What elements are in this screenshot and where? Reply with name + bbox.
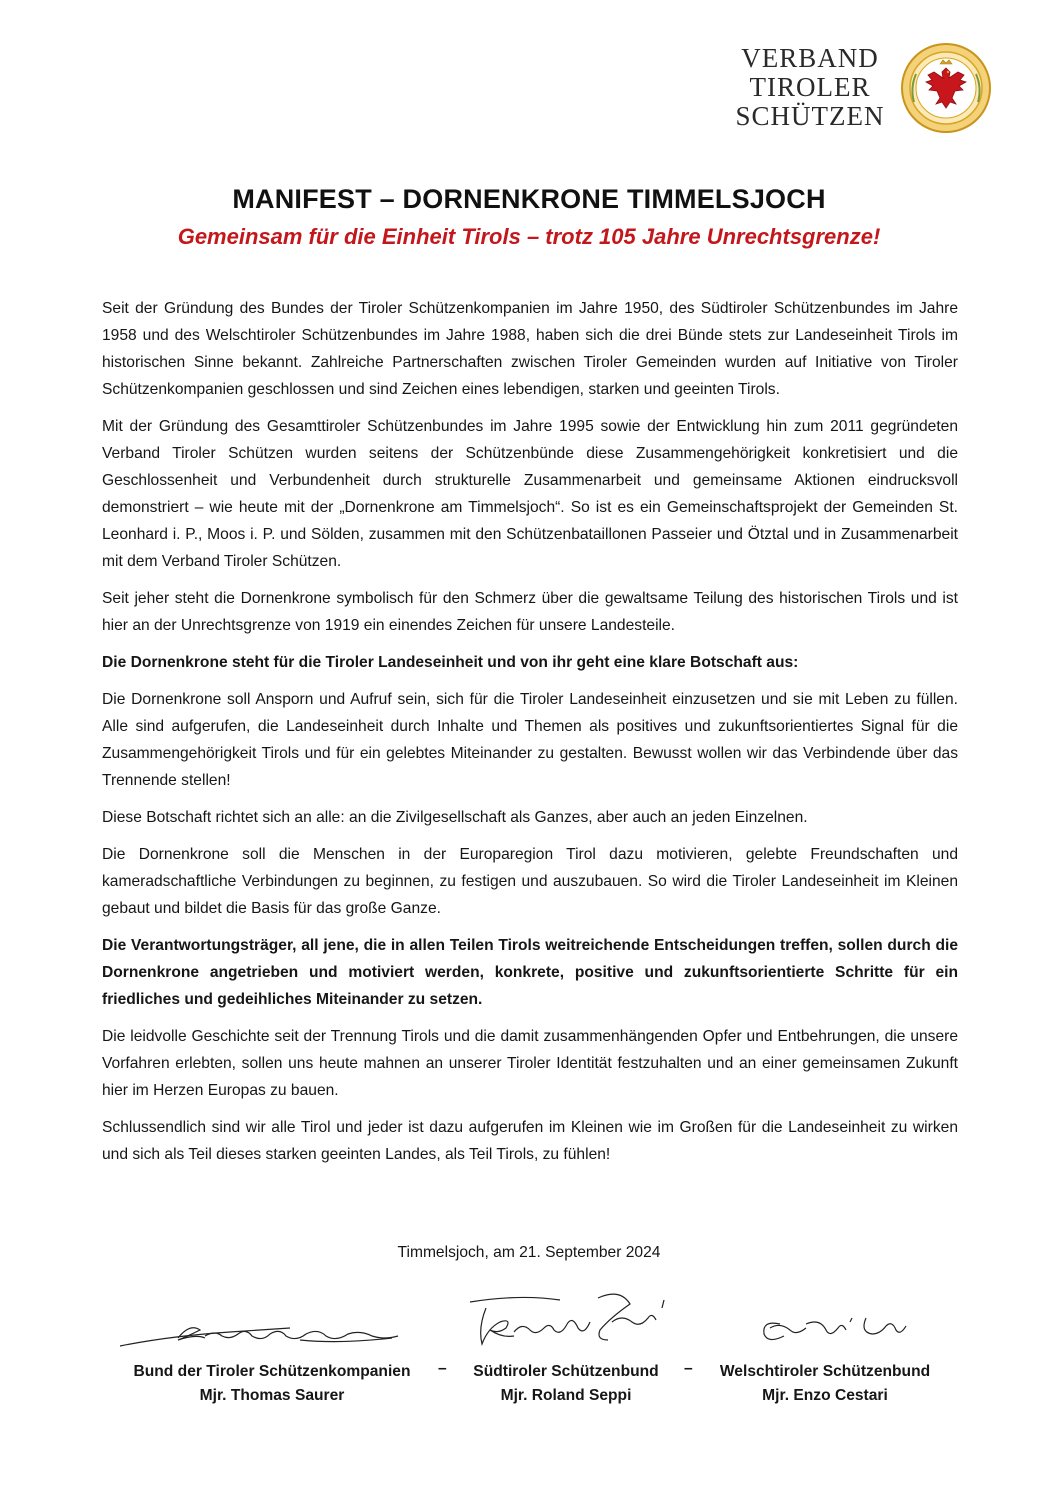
logo-line-1: VERBAND [741, 43, 879, 73]
page-subtitle: Gemeinsam für die Einheit Tirols – trotz 105 Jahre Unrechtsgrenze! [177, 224, 881, 249]
separator-dash: – [684, 1360, 693, 1377]
signatures [0, 1278, 1058, 1358]
logo [730, 40, 1000, 150]
paragraph: Mit der Gründung des Gesamttiroler Schützenbundes im Jahre 1995 sowie der Entwicklung hin zum 2011 gegründeten Verband Tiroler Schützen wurden seitens der Schützenbünde diese Zusammengehörigkeit konkretisiert und die Geschlossenheit und Verbundenheit durch strukturelle Zusammenarbeit und gemeinsame Aktionen eindrucksvoll demonstriert – wie heute mit der „Dornenkrone am Timmelsjoch“. So ist es ein Gemeinschaftsprojekt der Gemeinden St. Leonhard i. P., Moos i. P. und Sölden, zusammen mit den Schützenbataillonen Passeier und Ötztal und in Zusammenarbeit mit dem Verband Tiroler Schützen. [102, 418, 958, 570]
signature-saurer [120, 1328, 398, 1346]
signatory-3 [704, 1360, 946, 1408]
signatory-organization: Welschtiroler Schützenbund [719, 1363, 931, 1380]
paragraph: Seit jeher steht die Dornenkrone symbolisch für den Schmerz über die gewaltsame Teilung des historischen Tirols und ist hier an der Unrechtsgrenze von 1919 ein einendes Zeichen für unsere Landesteile. [102, 590, 958, 634]
paragraph: Die Dornenkrone soll Ansporn und Aufruf sein, sich für die Tiroler Landeseinheit einzusetzen und sie mit Leben zu füllen. Alle sind aufgerufen, die Landeseinheit durch Inhalte und Themen als positives und zukunftsorientiertes Signal für die Zusammengehörigkeit Tirols und für ein gelebtes Miteinander zu gestalten. Bewusst wollen wir das Verbindende über das Trennende stellen! [102, 691, 958, 789]
manifest-body [102, 295, 958, 1178]
signatory-person: Mjr. Enzo Cestari [762, 1387, 888, 1404]
paragraph: Die leidvolle Geschichte seit der Trennung Tirols und die damit zusammenhängenden Opfer und Entbehrungen, die unsere Vorfahren erlebten, sollen uns heute mahnen an unserer Tiroler Identität festzuhalten und an einer gemeinsamen Zukunft hier im Herzen Europas zu bauen. [102, 1028, 958, 1099]
paragraph: Die Dornenkrone soll die Menschen in der Europaregion Tirol dazu motivieren, gelebte Freundschaften und kameradschaftliche Verbindungen zu beginnen, zu festigen und auszubauen. So wird die Tiroler Landeseinheit im Kleinen gebaut und bildet die Basis für das große Ganze. [102, 846, 958, 917]
date-line: Timmelsjoch, am 21. September 2024 [397, 1244, 661, 1261]
signature-seppi [470, 1294, 664, 1344]
page-title: MANIFEST – DORNENKRONE TIMMELSJOCH [232, 184, 826, 214]
paragraph: Schlussendlich sind wir alle Tirol und jeder ist dazu aufgerufen im Kleinen wie im Großen für die Landeseinheit zu wirken und sich als Teil dieses starken geeinten Landes, als Teil Tirols, zu fühlen! [102, 1119, 958, 1163]
signatory-organization: Bund der Tiroler Schützenkompanien [133, 1363, 411, 1380]
logo-line-3: SCHÜTZEN [735, 101, 885, 131]
paragraph-bold: Die Verantwortungsträger, all jene, die in allen Teilen Tirols weitreichende Entscheidungen treffen, sollen durch die Dornenkrone angetrieben und motiviert werden, konkrete, positive und zukunftsorientierte Schritte für ein friedliches und gedeihliches Miteinander zu setzen. [102, 937, 958, 1008]
paragraph: Seit der Gründung des Bundes der Tiroler Schützenkompanien im Jahre 1950, des Südtiroler Schützenbundes im Jahre 1958 und des Welschtiroler Schützenbundes im Jahre 1988, haben sich die drei Bünde stets zur Landeseinheit Tirols im historischen Sinne bekannt. Zahlreiche Partnerschaften zwischen Tiroler Gemeinden wurden auf Initiative von Tiroler Schützenkompanien geschlossen und sind Zeichen eines lebendigen, starken und geeinten Tirols. [102, 300, 958, 398]
paragraph-bold: Die Dornenkrone steht für die Tiroler Landeseinheit und von ihr geht eine klare Botschaft aus: [102, 654, 799, 671]
separator-dash: – [438, 1360, 447, 1377]
signature-cestari [764, 1318, 906, 1340]
signatory-person: Mjr. Roland Seppi [500, 1387, 632, 1404]
logo-line-2: TIROLER [749, 72, 871, 102]
tyrolean-eagle-seal-icon [900, 42, 992, 134]
paragraph: Diese Botschaft richtet sich an alle: an die Zivilgesellschaft als Ganzes, aber auch an jeden Einzelnen. [102, 809, 808, 826]
signatory-organization: Südtiroler Schützenbund [473, 1363, 659, 1380]
signatory-2 [460, 1360, 672, 1408]
logo-wordmark [730, 44, 890, 131]
signatory-1 [112, 1360, 432, 1408]
signatory-person: Mjr. Thomas Saurer [199, 1387, 345, 1404]
